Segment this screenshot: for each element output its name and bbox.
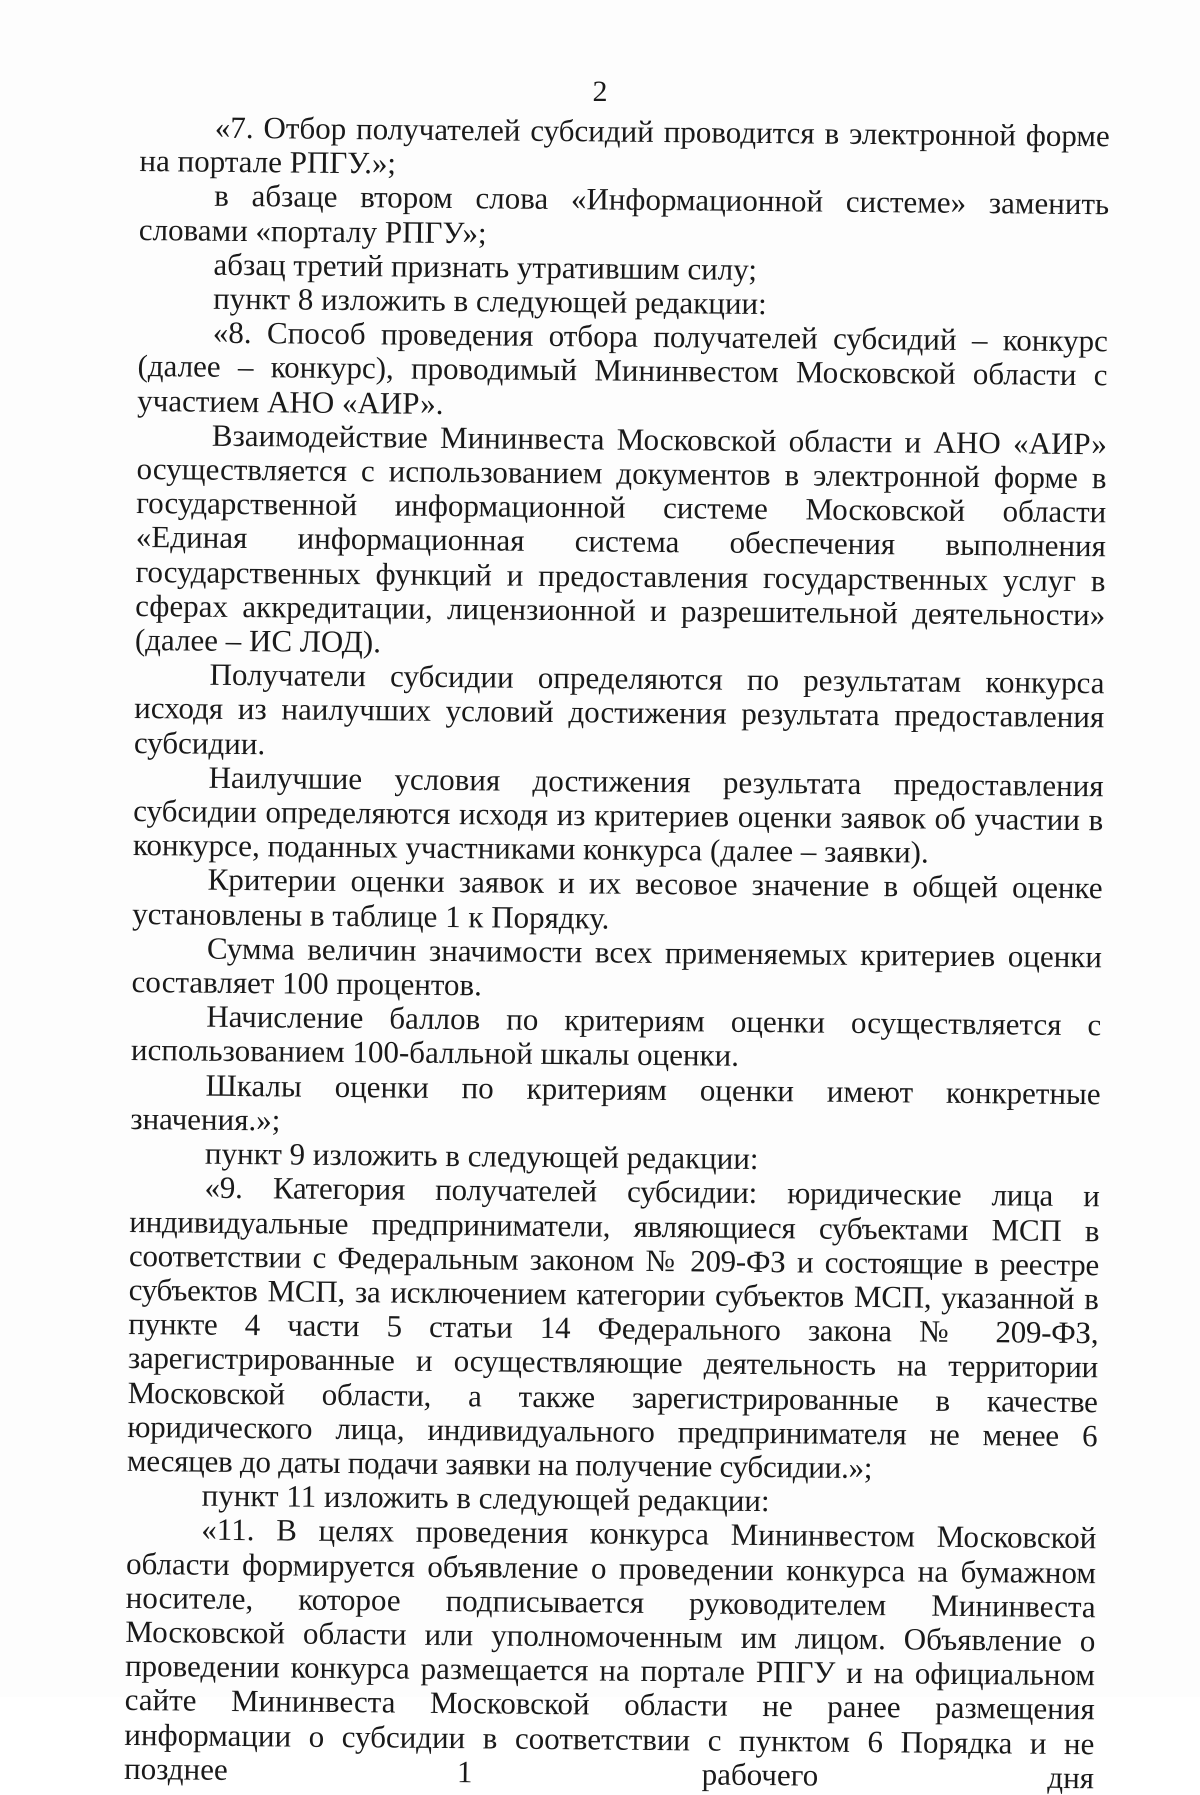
paragraph-9: Критерии оценки заявок и их весовое значение в общей оценке установлены в таблице 1 к Порядку.	[132, 862, 1103, 936]
paragraph-16: «11. В целях проведения конкурса Мининвестом Московской области формируется объявление о проведении конкурса на бумажном носителе, которое подписывается руководителем Мининвеста Московской области или уполномоченным им лицом. Объявление о проведении конкурса размещается на портале РПГУ и на официальном сайте Мининвеста Московской области не ранее размещения информации о субсидии в соответствии с пунктом 6 Порядка и не позднее 1 рабочего дня	[123, 1511, 1097, 1795]
document-body	[124, 110, 1110, 1795]
paragraph-15: пункт 11 изложить в следующей редакции:	[201, 1477, 770, 1519]
paragraph-3: абзац третий признать утратившим силу;	[213, 246, 758, 287]
paragraph-2: в абзаце втором слова «Информационной системе» заменить словами «порталу РПГУ»;	[138, 178, 1110, 250]
paragraph-14: «9. Категория получателей субсидии: юридические лица и индивидуальные предприниматели, являющиеся субъектами МСП в соответствии с Федеральным законом № 209-ФЗ и состоящие в реестре субъектов МСП, за исключением категории субъектов МСП, указанной в пункте 4 части 5 статьи 14 Федерального закона № 209-ФЗ, зарегистрированные и осуществляющие деятельность на территории Московской области, а также зарегистрированные в качестве юридического лица, индивидуального предпринимателя не менее 6 месяцев до даты подачи заявки на получение субсидии.»;	[126, 1169, 1100, 1486]
paragraph-10: Сумма величин значимости всех применяемых критериев оценки составляет 100 процентов.	[131, 930, 1103, 1003]
paragraph-7: Получатели субсидии определяются по результатам конкурса исходя из наилучших условий достижения результата предоставления субсидии.	[133, 656, 1105, 761]
paragraph-6: Взаимодействие Мининвеста Московской области и АНО «АИР» осуществляется с использованием документов в электронной форме в государственной информационной системе Московской области «Единая информационная система обеспечения выполнения государственных функций и предоставления государственных услуг в сферах аккредитации, лицензионной и разрешительной деятельности» (далее – ИС ЛОД).	[134, 417, 1108, 660]
paragraph-8: Наилучшие условия достижения результата предоставления субсидии определяются исходя из критериев оценки заявок об участии в конкурсе, поданных участниками конкурса (далее – заявки).	[132, 759, 1104, 870]
paragraph-5: «8. Способ проведения отбора получателей субсидий – конкурс (далее – конкурс), проводимый Мининвестом Московской области с участием АНО «АИР».	[137, 314, 1108, 421]
paragraph-12: Шкалы оценки по критериям оценки имеют конкретные значения.»;	[130, 1067, 1101, 1138]
paragraph-4: пункт 8 изложить в следующей редакции:	[213, 280, 767, 322]
page-number: 2	[592, 75, 608, 108]
paragraph-13: пункт 9 изложить в следующей редакции:	[204, 1135, 759, 1177]
paragraph-11: Начисление баллов по критериям оценки осуществляется с использованием 100-балльной шкалы оценки.	[130, 998, 1102, 1074]
paragraph-1: «7. Отбор получателей субсидий проводится в электронной форме на портале РПГУ.»;	[139, 109, 1110, 181]
